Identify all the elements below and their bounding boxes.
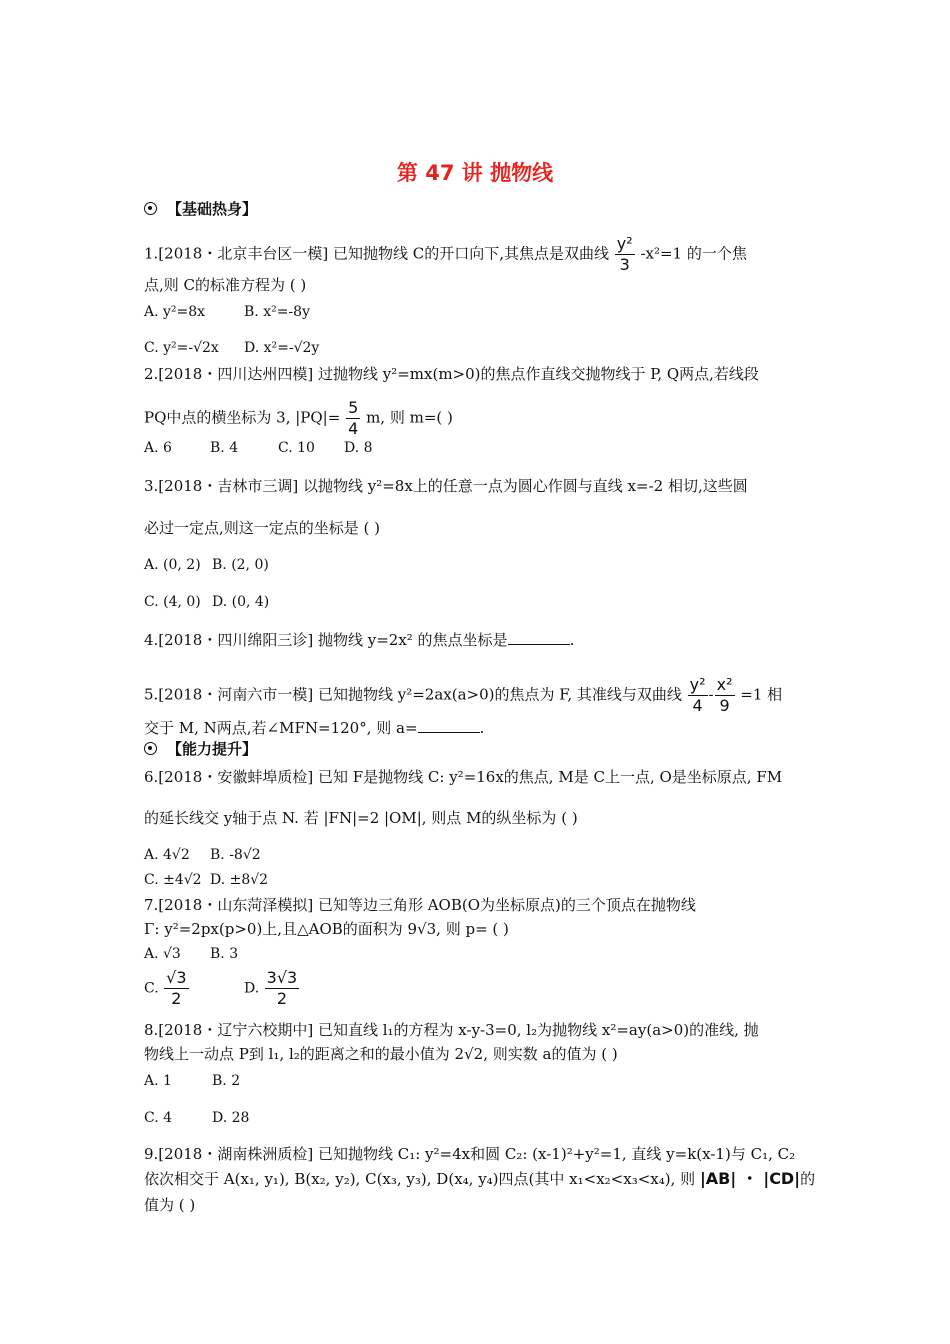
section-basic-heading bbox=[144, 198, 257, 219]
q6-option-c: C. ±4√2 bbox=[144, 872, 202, 888]
q8-option-a: A. 1 bbox=[144, 1073, 172, 1089]
q9-abs-expression: |AB| ・ |CD| bbox=[699, 1169, 801, 1188]
q7-option-c bbox=[144, 970, 190, 1007]
q2-text-b: m, 则 m=( ) bbox=[366, 408, 453, 427]
q6-option-b: B. -8√2 bbox=[210, 847, 261, 863]
question-3-line-1: 3.[2018・吉林市三调] 以抛物线 y²=8x上的任意一点为圆心作圆与直线 x=-2 相切,这些圆 bbox=[144, 477, 748, 495]
q7-option-d-fraction bbox=[265, 970, 300, 1007]
q8-option-b: B. 2 bbox=[212, 1073, 241, 1089]
q7-d-num: 3√3 bbox=[266, 968, 298, 987]
question-2-line-2 bbox=[144, 400, 453, 437]
q9-text-a: 依次相交于 A(x₁, y₁), B(x₂, y₂), C(x₃, y₃), D(x₄, y₄)四点(其中 x₁<x₂<x₃<x₄), 则 bbox=[144, 1170, 696, 1188]
q7-d-den: 2 bbox=[276, 989, 288, 1008]
q1-frac-den: 3 bbox=[619, 255, 630, 274]
q6-option-d: D. ±8√2 bbox=[210, 872, 269, 888]
section-advanced-label: 【能力提升】 bbox=[167, 740, 258, 758]
target-icon bbox=[144, 202, 157, 215]
q5-frac2-den: 9 bbox=[719, 696, 730, 715]
target-icon bbox=[144, 742, 157, 755]
q7-c-den: 2 bbox=[171, 989, 182, 1008]
q5-answer-blank[interactable] bbox=[418, 718, 480, 733]
question-7-line-1: 7.[2018・山东菏泽模拟] 已知等边三角形 AOB(O为坐标原点)的三个顶点在抛物线 bbox=[144, 896, 696, 914]
question-9-line-2 bbox=[144, 1169, 815, 1189]
q1-text-b: -x²=1 的一个焦 bbox=[640, 244, 747, 263]
q2-option-d: D. 8 bbox=[344, 440, 373, 456]
question-4 bbox=[144, 630, 574, 650]
q7-option-d bbox=[244, 970, 300, 1007]
question-5-line-2 bbox=[144, 718, 484, 738]
q1-fraction bbox=[615, 236, 635, 273]
q7-c-num: √3 bbox=[166, 968, 187, 987]
q2-option-a: A. 6 bbox=[144, 440, 172, 456]
q2-option-c: C. 10 bbox=[278, 440, 315, 456]
question-6-line-1: 6.[2018・安徽蚌埠质检] 已知 F是抛物线 C: y²=16x的焦点, M是 C上一点, O是坐标原点, FM bbox=[144, 768, 783, 786]
q1-option-b: B. x²=-8y bbox=[244, 304, 310, 320]
q2-text-a: PQ中点的横坐标为 3, |PQ|= bbox=[144, 408, 341, 427]
q5-frac1-num: y² bbox=[689, 675, 706, 694]
q9-text-c: 的 bbox=[800, 1170, 816, 1188]
question-5-line-1 bbox=[144, 677, 782, 714]
q3-option-a: A. (0, 2) bbox=[144, 557, 201, 573]
question-6-line-2: 的延长线交 y轴于点 N. 若 |FN|=2 |OM|, 则点 M的纵坐标为 ( ) bbox=[144, 809, 578, 827]
q1-option-a: A. y²=8x bbox=[144, 304, 206, 320]
q7-option-a: A. √3 bbox=[144, 946, 181, 962]
q7-option-c-label: C. bbox=[144, 980, 159, 997]
q2-option-b: B. 4 bbox=[210, 440, 239, 456]
question-9-line-1: 9.[2018・湖南株洲质检] 已知抛物线 C₁: y²=4x和圆 C₂: (x-1)²+y²=1, 直线 y=k(x-1)与 C₁, C₂ bbox=[144, 1145, 796, 1163]
q7-option-c-fraction bbox=[164, 970, 188, 1007]
question-8-line-1: 8.[2018・辽宁六校期中] 已知直线 l₁的方程为 x-y-3=0, l₂为抛物线 x²=ay(a>0)的准线, 抛 bbox=[144, 1021, 759, 1039]
q7-option-b: B. 3 bbox=[210, 946, 239, 962]
section-advanced-heading bbox=[144, 738, 257, 759]
page-title: 第 47 讲 抛物线 bbox=[396, 161, 554, 185]
q1-option-c: C. y²=-√2x bbox=[144, 340, 219, 356]
q7-option-d-label: D. bbox=[244, 980, 260, 997]
q1-text-a: 1.[2018・北京丰台区一模] 已知抛物线 C的开口向下,其焦点是双曲线 bbox=[144, 244, 609, 263]
q4-answer-blank[interactable] bbox=[508, 630, 570, 645]
q4-end: . bbox=[569, 631, 575, 649]
q3-option-c: C. (4, 0) bbox=[144, 594, 201, 610]
question-1-line-2: 点,则 C的标准方程为 ( ) bbox=[144, 276, 307, 294]
q8-option-c: C. 4 bbox=[144, 1110, 173, 1126]
q5-minus: - bbox=[708, 685, 714, 704]
question-7-line-2: Γ: y²=2px(p>0)上,且△AOB的面积为 9√3, 则 p= ( ) bbox=[144, 920, 509, 938]
q5-fraction-1 bbox=[688, 677, 708, 714]
q2-fraction bbox=[346, 400, 360, 437]
question-8-line-2: 物线上一动点 P到 l₁, l₂的距离之和的最小值为 2√2, 则实数 a的值为 ( ) bbox=[144, 1045, 618, 1063]
q8-option-d: D. 28 bbox=[212, 1110, 250, 1126]
q2-frac-den: 4 bbox=[348, 419, 359, 438]
question-2-line-1: 2.[2018・四川达州四模] 过抛物线 y²=mx(m>0)的焦点作直线交抛物线于 P, Q两点,若线段 bbox=[144, 365, 759, 383]
q5-frac2-num: x² bbox=[716, 675, 733, 694]
q3-option-b: B. (2, 0) bbox=[212, 557, 269, 573]
q1-option-d: D. x²=-√2y bbox=[244, 340, 320, 356]
question-9-line-3: 值为 ( ) bbox=[144, 1196, 196, 1214]
question-3-line-2: 必过一定点,则这一定点的坐标是 ( ) bbox=[144, 519, 381, 537]
q2-frac-num: 5 bbox=[348, 398, 359, 417]
q5-text-c: 交于 M, N两点,若∠MFN=120°, 则 a= bbox=[144, 719, 418, 737]
q5-frac1-den: 4 bbox=[692, 696, 703, 715]
q5-fraction-2 bbox=[715, 677, 735, 714]
question-1-line-1 bbox=[144, 236, 747, 273]
q5-text-a: 5.[2018・河南六市一模] 已知抛物线 y²=2ax(a>0)的焦点为 F, 其准线与双曲线 bbox=[144, 685, 682, 704]
q5-text-b: =1 相 bbox=[740, 685, 783, 704]
q3-option-d: D. (0, 4) bbox=[212, 594, 270, 610]
section-basic-label: 【基础热身】 bbox=[167, 200, 258, 218]
q4-text: 4.[2018・四川绵阳三诊] 抛物线 y=2x² 的焦点坐标是 bbox=[144, 631, 508, 649]
q5-end: . bbox=[479, 719, 485, 737]
q6-option-a: A. 4√2 bbox=[144, 847, 190, 863]
q1-frac-num: y² bbox=[616, 234, 633, 253]
